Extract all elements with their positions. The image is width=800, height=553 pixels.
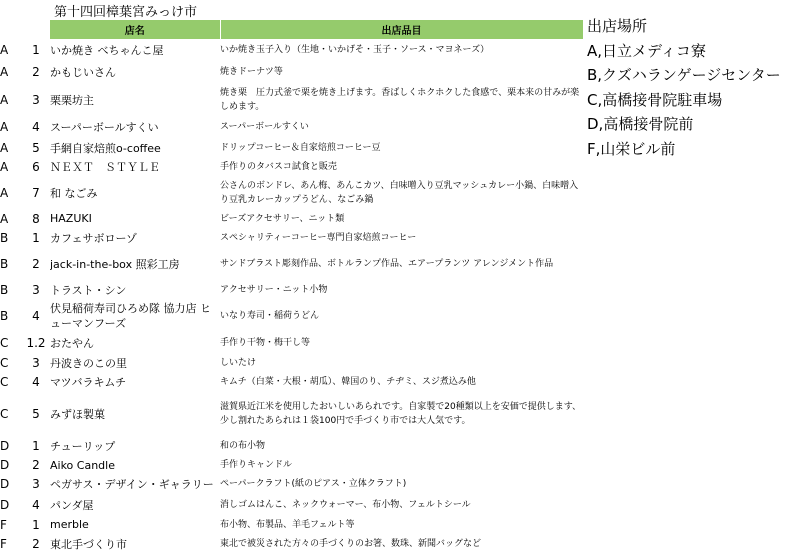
row-section: F — [0, 536, 7, 551]
row-shop-name: 栗栗坊主 — [50, 93, 94, 107]
row-shop-name: merble — [50, 518, 89, 531]
row-number: 1 — [32, 517, 40, 532]
row-section: A — [0, 211, 9, 226]
row-items: サンドブラスト彫刻作品、ボトルランプ作品、エアープランツ アレンジメント作品 — [220, 258, 554, 269]
legend-item: D,高橋接骨院前 — [587, 115, 694, 133]
row-section: C — [0, 406, 9, 421]
legend-heading: 出店場所 — [587, 17, 648, 35]
row-shop-name: jack-in-the-box 照彩工房 — [50, 257, 180, 271]
row-section: A — [0, 65, 9, 79]
table-row — [0, 332, 583, 353]
row-section: D — [0, 439, 10, 453]
row-section: D — [0, 458, 10, 472]
page-title: 第十四回樟葉宮みっけ市 — [54, 5, 198, 20]
row-section: B — [0, 256, 9, 271]
table-row — [0, 176, 583, 209]
row-section: C — [0, 374, 9, 389]
row-items: 東北で被災された方々の手づくりのお箸、数珠、新聞バッグなど — [220, 538, 482, 549]
row-shop-name: かもじいさん — [50, 66, 116, 79]
row-number: 1.2 — [26, 335, 46, 350]
row-number: 2 — [32, 536, 40, 551]
row-shop-name: パンダ屋 — [50, 498, 94, 512]
row-shop-name: マツバラキムチ — [50, 375, 127, 389]
legend-item: A,日立メディコ寮 — [587, 41, 706, 60]
row-number: 2 — [32, 458, 40, 472]
row-section: F — [0, 517, 7, 532]
row-items: ドリップコーヒー＆自家焙煎コーヒー豆 — [220, 142, 381, 153]
row-number: 7 — [32, 185, 40, 200]
row-number: 4 — [32, 497, 40, 512]
row-number: 5 — [32, 140, 40, 155]
row-number: 3 — [32, 282, 40, 297]
row-shop-name: Aiko Candle — [50, 458, 115, 472]
table-row — [0, 534, 583, 553]
row-number: 6 — [32, 160, 40, 174]
row-items: いか焼き玉子入り（生地・いかげそ・玉子・ソース・マヨネーズ） — [220, 45, 490, 55]
row-number: 2 — [32, 256, 40, 271]
row-number: 1 — [32, 439, 40, 453]
row-items: 手作りキャンドル — [220, 460, 293, 470]
row-section: A — [0, 140, 9, 155]
header-items: 出店品目 — [220, 20, 583, 39]
row-items: 公さんのボンドレ、あん梅、あんこカツ、白味噌入り豆乳マッシュカレー小鍋、白味噌入り豆乳カレーカップうどん、なごみ鍋 — [220, 180, 579, 205]
row-number: 4 — [32, 119, 40, 134]
row-number: 3 — [32, 92, 40, 107]
row-number: 1 — [32, 230, 40, 245]
row-shop-name: みずほ製菓 — [50, 407, 105, 421]
row-shop-name: いか焼き べちゃんこ屋 — [50, 44, 164, 57]
row-shop-name: HAZUKI — [50, 212, 92, 225]
header-shop-name: 店名 — [50, 20, 220, 39]
table-row — [0, 372, 583, 391]
row-items: 和の布小物 — [220, 441, 266, 451]
row-section: A — [0, 119, 9, 134]
table-row — [0, 280, 583, 299]
row-items: ペーパークラフト(紙のピアス・立体クラフト) — [220, 479, 407, 489]
row-items: 手作り干物・梅干し等 — [220, 337, 311, 348]
row-items: いなり寿司・稲荷うどん — [220, 310, 320, 321]
location-legend — [587, 14, 781, 161]
row-items: 焼きドーナツ等 — [220, 67, 283, 77]
table-row — [0, 391, 583, 436]
table-header-row — [0, 20, 583, 39]
row-items: アクセサリー・ニット小物 — [220, 284, 328, 295]
table-row — [0, 515, 583, 534]
table-row — [0, 209, 583, 228]
row-number: 3 — [32, 477, 40, 491]
row-items: ビーズアクセサリー、ニット類 — [220, 213, 345, 224]
row-items: スペシャリティーコーヒー専門自家焙煎コーヒー — [220, 232, 417, 243]
row-section: C — [0, 335, 9, 350]
row-section: B — [0, 282, 9, 297]
table-row — [0, 353, 583, 372]
row-section: B — [0, 308, 9, 323]
row-number: 4 — [32, 374, 40, 389]
table-row — [0, 228, 583, 247]
row-items: 消しゴムはんこ、ネックウォーマー、布小物、フェルトシール — [220, 499, 471, 510]
row-items: スーパーボールすくい — [220, 121, 309, 132]
row-number: 2 — [32, 65, 40, 79]
row-shop-name: カフェサボローゾ — [50, 231, 138, 245]
row-shop-name: 和 なごみ — [50, 186, 98, 200]
row-shop-name: 東北手づくり市 — [50, 537, 127, 551]
legend-item: C,高橋接骨院駐車場 — [587, 90, 723, 109]
row-shop-name: ペガサス・デザイン・ギャラリー — [50, 478, 214, 491]
row-shop-name: ＮＥＸＴ ＳＴＹＬＥ — [50, 161, 160, 174]
legend-item: F,山栄ビル前 — [587, 139, 676, 158]
table-row — [0, 247, 583, 280]
table-row — [0, 474, 583, 494]
row-number: 3 — [32, 355, 40, 370]
row-section: A — [0, 160, 9, 174]
row-items: 滋賀県近江米を使用したおいしいあられです。自家製で20種類以上を安価で提供します、少し割れたあられは１袋100円で手づくり市では大人気です。 — [220, 401, 582, 426]
table-row — [0, 494, 583, 515]
row-shop-name: スーパーボールすくい — [50, 120, 159, 134]
table-row — [0, 39, 583, 61]
row-items: 焼き栗 圧力式釜で栗を焼き上げます。香ばしくホクホクした食感で、栗本来の甘みが楽しめます。 — [220, 87, 580, 112]
row-number: 4 — [32, 308, 40, 323]
header-blank-number — [22, 20, 50, 39]
row-section: D — [0, 477, 10, 491]
row-section: B — [0, 230, 9, 245]
row-shop-name: 手網自家焙煎o-coffee — [50, 141, 161, 155]
table-row — [0, 137, 583, 158]
row-number: 1 — [32, 43, 40, 57]
row-shop-name: 丹波きのこの里 — [50, 356, 127, 370]
table-row — [0, 456, 583, 474]
row-items: 手作りのタバスコ試食と販売 — [220, 162, 337, 172]
row-items: しいたけ — [220, 357, 257, 368]
row-shop-name: おたやん — [50, 336, 94, 350]
table-row — [0, 61, 583, 83]
table-row — [0, 83, 583, 116]
row-section: A — [0, 92, 9, 107]
row-section: C — [0, 355, 9, 370]
table-row — [0, 116, 583, 137]
row-shop-name: トラスト・シン — [50, 283, 127, 297]
row-number: 5 — [32, 406, 40, 421]
row-shop-name: 伏見稲荷寿司ひろめ隊 協力店 ヒューマンフーズ — [50, 301, 211, 330]
row-number: 8 — [32, 211, 40, 226]
table-row — [0, 158, 583, 176]
row-section: D — [0, 497, 10, 512]
row-section: A — [0, 185, 9, 200]
table-row — [0, 299, 583, 332]
vendor-table — [0, 20, 584, 553]
row-shop-name: チューリップ — [50, 440, 116, 453]
row-items: キムチ（白菜・大根・胡瓜）、韓国のり、チヂミ、スジ煮込み他 — [220, 376, 476, 387]
row-items: 布小物、布製品、羊毛フェルト等 — [220, 519, 355, 530]
header-blank-section — [0, 20, 22, 39]
table-row — [0, 436, 583, 456]
legend-item: B,クズハランゲージセンター — [587, 66, 781, 84]
row-section: A — [0, 43, 9, 57]
